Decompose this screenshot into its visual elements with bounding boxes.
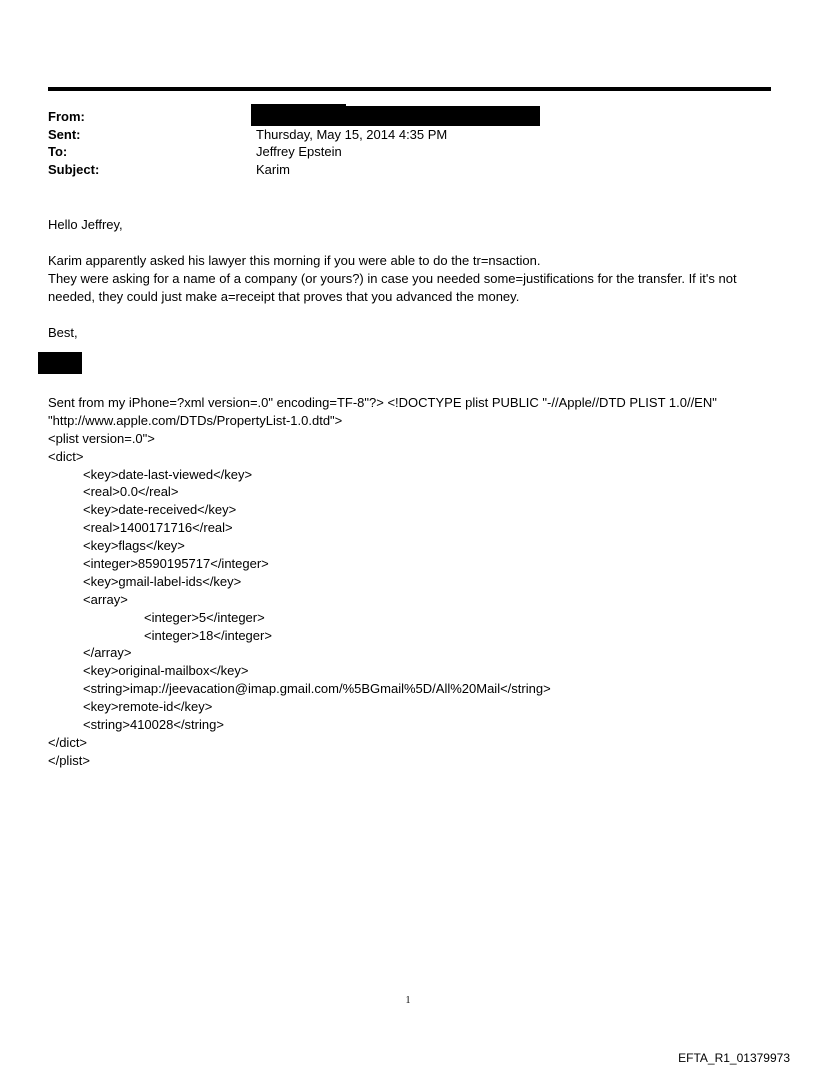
plist-line: </plist> bbox=[48, 752, 90, 768]
from-label: From: bbox=[48, 109, 85, 124]
plist-line: <string>410028</string> bbox=[83, 717, 224, 733]
plist-line: <dict> bbox=[48, 448, 84, 464]
header-rule bbox=[48, 87, 771, 91]
sent-row bbox=[48, 126, 768, 144]
body-paragraph-2: They were asking for a name of a company (or yours?) in case you needed some=justifications for the transfer. If it's not needed, they could just make a=receipt that proves that you advanced the money. bbox=[48, 271, 737, 304]
subject-value: Karim bbox=[256, 161, 290, 177]
plist-line: </dict> bbox=[48, 734, 88, 750]
plist-line: <key>gmail-label-ids</key> bbox=[83, 573, 242, 589]
page-number: 1 bbox=[405, 995, 411, 1006]
to-value: Jeffrey Epstein bbox=[256, 144, 342, 159]
plist-line: <real>0.0</real> bbox=[83, 484, 179, 500]
to-row bbox=[48, 143, 768, 161]
sent-label: Sent: bbox=[48, 126, 81, 142]
plist-line: Sent from my iPhone=?xml version=.0" encoding=TF-8"?> <!DOCTYPE plist PUBLIC "-//Apple//DTD PLIST 1.0//EN" bbox=[48, 395, 717, 410]
subject-label: Subject: bbox=[48, 161, 100, 177]
plist-line: <key>date-last-viewed</key> bbox=[83, 466, 253, 482]
plist-line: "http://www.apple.com/DTDs/PropertyList-1.0.dtd"> bbox=[48, 412, 343, 428]
plist-line: <integer>8590195717</integer> bbox=[83, 556, 269, 572]
from-redaction-block bbox=[251, 106, 540, 126]
plist-line: <key>remote-id</key> bbox=[83, 699, 213, 715]
subject-row bbox=[48, 161, 768, 179]
plist-line: <key>flags</key> bbox=[83, 538, 185, 554]
body-paragraph-1: Karim apparently asked his lawyer this morning if you were able to do the tr=nsaction. bbox=[48, 253, 541, 268]
sent-value: Thursday, May 15, 2014 4:35 PM bbox=[256, 126, 448, 142]
closing: Best, bbox=[48, 325, 78, 340]
plist-block bbox=[48, 394, 788, 770]
plist-line: <key>original-mailbox</key> bbox=[83, 663, 249, 679]
plist-line: <integer>5</integer> bbox=[144, 609, 265, 625]
plist-line: <string>imap://jeevacation@imap.gmail.com/%5BGmail%5D/All%20Mail</string> bbox=[83, 681, 551, 697]
plist-line: <plist version=.0"> bbox=[48, 430, 155, 446]
plist-line: <real>1400171716</real> bbox=[83, 520, 233, 536]
plist-line: <array> bbox=[83, 591, 128, 607]
document-id: EFTA_R1_01379973 bbox=[678, 1051, 790, 1065]
plist-line: </array> bbox=[83, 645, 132, 661]
plist-line: <integer>18</integer> bbox=[144, 627, 272, 643]
plist-line: <key>date-received</key> bbox=[83, 502, 237, 518]
to-label: To: bbox=[48, 144, 68, 159]
signature-redaction bbox=[38, 352, 82, 374]
message-body bbox=[48, 252, 778, 306]
greeting: Hello Jeffrey, bbox=[48, 217, 123, 232]
